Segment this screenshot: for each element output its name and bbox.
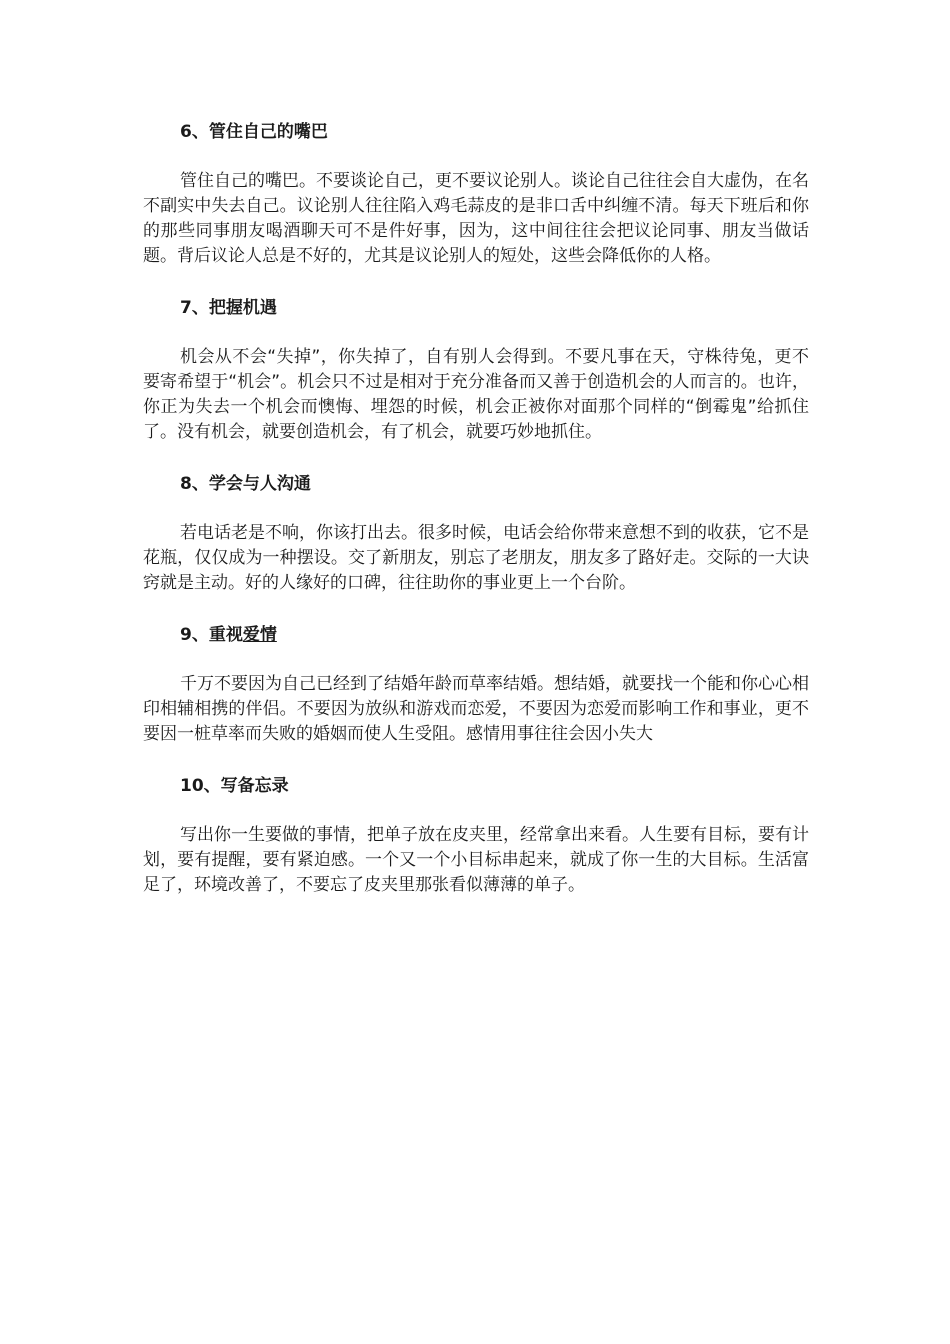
section-8 xyxy=(143,472,809,623)
section-10 xyxy=(143,774,809,898)
section-paragraph: 管住自己的嘴巴。不要谈论自己，更不要议论别人。谈论自己往往会自大虚伪，在名不副实中失去自己。议论别人往往陷入鸡毛蒜皮的是非口舌中纠缠不清。每天下班后和你的那些同事朋友喝酒聊天可不是件好事，因为，这中间往往会把议论同事、朋友当做话题。背后议论人总是不好的，尤其是议论别人的短处，这些会降低你的人格。 xyxy=(143,171,809,266)
section-paragraph: 机会从不会“失掉”，你失掉了，自有别人会得到。不要凡事在天，守株待兔，更不要寄希望于“机会”。机会只不过是相对于充分准备而又善于创造机会的人而言的。也许，你正为失去一个机会而懊悔、埋怨的时候，机会正被你对面那个同样的“倒霉鬼”给抓住了。没有机会，就要创造机会，有了机会，就要巧妙地抓住。 xyxy=(143,347,809,442)
section-paragraph: 若电话老是不响，你该打出去。很多时候，电话会给你带来意想不到的收获，它不是花瓶，仅仅成为一种摆设。交了新朋友，别忘了老朋友，朋友多了路好走。交际的一大诀窍就是主动。好的人缘好的口碑，往往助你的事业更上一个台阶。 xyxy=(143,523,809,593)
section-heading: 8、学会与人沟通 xyxy=(180,474,311,494)
section-heading: 10、写备忘录 xyxy=(180,776,289,796)
section-heading xyxy=(143,623,809,647)
section-7 xyxy=(143,296,809,472)
section-paragraph: 千万不要因为自己已经到了结婚年龄而草率结婚。想结婚，就要找一个能和你心心相印相辅相携的伴侣。不要因为放纵和游戏而恋爱，不要因为恋爱而影响工作和事业，更不要因一桩草率而失败的婚姻而使人生受阻。感情用事往往会因小失大 xyxy=(143,674,809,744)
heading-link-love[interactable]: 爱情 xyxy=(242,625,277,645)
heading-prefix: 9、重视 xyxy=(180,625,243,645)
section-heading: 7、把握机遇 xyxy=(180,298,277,318)
document-body xyxy=(143,120,809,898)
section-6 xyxy=(143,120,809,296)
section-9 xyxy=(143,623,809,774)
section-heading: 6、管住自己的嘴巴 xyxy=(180,122,328,142)
section-paragraph: 写出你一生要做的事情，把单子放在皮夹里，经常拿出来看。人生要有目标，要有计划，要有提醒，要有紧迫感。一个又一个小目标串起来，就成了你一生的大目标。生活富足了，环境改善了，不要忘了皮夹里那张看似薄薄的单子。 xyxy=(143,825,809,895)
